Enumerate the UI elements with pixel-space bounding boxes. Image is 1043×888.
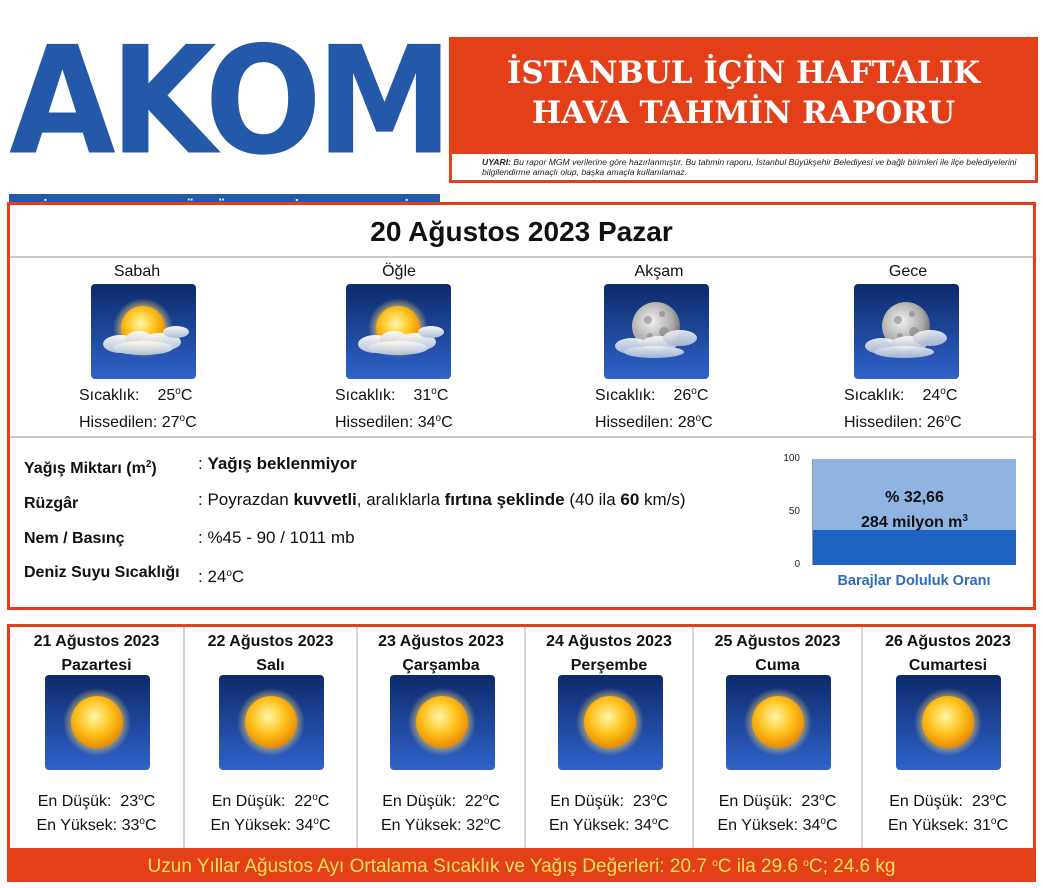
feels-label: Hissedilen: bbox=[79, 414, 158, 431]
forecast-weekday: Cuma bbox=[755, 657, 800, 674]
min-temp-row: En Düşük: 23$^o$C bbox=[550, 792, 668, 810]
temp-label: Sıcaklık: bbox=[335, 387, 396, 404]
forecast-day bbox=[863, 627, 1033, 851]
temp-value: 31 bbox=[413, 387, 432, 404]
temp-value: 26 bbox=[673, 387, 692, 404]
forecast-weekday: Cumartesi bbox=[908, 657, 988, 674]
dam-tick-100: 100 bbox=[783, 453, 800, 464]
dam-caption: Barajlar Doluluk Oranı bbox=[837, 573, 991, 589]
warning-text: Bu rapor MGM verilerine göre hazırlanmıştır. Bu tahmin raporu, İstanbul Büyükşehir Belediyesi ve bağlı birimleri ile ilçe belediyelerini bilgilendirme amaçlı olup, başka amaçla kullanılamaz. bbox=[482, 157, 1017, 177]
min-temp-row: En Düşük: 22$^o$C bbox=[211, 792, 330, 810]
akom-logo bbox=[9, 14, 448, 189]
sun-cloud-icon bbox=[91, 284, 196, 379]
sun-icon bbox=[558, 675, 663, 770]
min-value: 23 bbox=[971, 793, 990, 810]
today-panel bbox=[7, 202, 1036, 610]
max-temp-row: En Yüksek: 31$^o$C bbox=[887, 816, 1008, 834]
temp-label: Sıcaklık: bbox=[79, 387, 140, 404]
warning-note bbox=[452, 154, 1035, 180]
feels-value: 27 bbox=[161, 414, 180, 431]
period-gece: Gece Sıcaklık: 24$^o$C Hissedilen: 26$^o$C bbox=[788, 260, 1028, 438]
forecast-date: 26 Ağustos 2023 bbox=[885, 633, 1011, 650]
max-temp-row: En Yüksek: 34$^o$C bbox=[548, 816, 669, 834]
period-sabah: Sabah Sıcaklık: 25$^o$C Hissedilen: 27$^o$C bbox=[17, 260, 257, 438]
forecast-date: 25 Ağustos 2023 bbox=[714, 633, 841, 650]
min-temp-row: En Düşük: 23$^o$C bbox=[889, 792, 1007, 810]
forecast-day bbox=[694, 627, 863, 851]
max-temp-row: En Yüksek: 32$^o$C bbox=[380, 816, 501, 834]
max-label: En Yüksek: bbox=[36, 817, 118, 834]
min-label: En Düşük: bbox=[37, 793, 112, 810]
min-label: En Düşük: bbox=[550, 793, 624, 810]
forecast-date: 24 Ağustos 2023 bbox=[546, 633, 672, 650]
dam-tick-0: 0 bbox=[794, 559, 800, 570]
dam-tick-50: 50 bbox=[788, 506, 800, 517]
long-term-average-banner: Uzun Yıllar Ağustos Ayı Ortalama Sıcaklık ve Yağış Değerleri: 20.7 $^o$C ila 29.6 $^o$C; 24.6 kg bbox=[7, 848, 1036, 882]
moon-cloud-icon bbox=[854, 284, 959, 379]
max-label: En Yüksek: bbox=[380, 817, 462, 834]
forecast-date: 21 Ağustos 2023 bbox=[33, 633, 160, 650]
feels-label: Hissedilen: bbox=[595, 414, 674, 431]
feels-value: 28 bbox=[677, 414, 696, 431]
sun-icon bbox=[219, 675, 324, 770]
warning-label: UYARI: bbox=[482, 157, 511, 167]
logo-wordmark: AKOM bbox=[9, 14, 448, 189]
min-temp-row: En Düşük: 23$^o$C bbox=[37, 792, 156, 810]
sun-icon bbox=[45, 675, 150, 770]
forecast-date: 23 Ağustos 2023 bbox=[378, 633, 504, 650]
min-value: 23 bbox=[632, 793, 651, 810]
max-value: 33 bbox=[121, 817, 140, 834]
forecast-weekday: Pazartesi bbox=[61, 657, 132, 674]
report-title-box bbox=[449, 37, 1038, 183]
max-label: En Yüksek: bbox=[717, 817, 799, 834]
max-temp-row: En Yüksek: 34$^o$C bbox=[717, 816, 838, 834]
humidity-value: : %45 - 90 / 1011 mb bbox=[198, 528, 355, 547]
dam-volume: 284 milyon $m^3$ bbox=[861, 513, 968, 531]
feels-value: 34 bbox=[417, 414, 436, 431]
period-ogle: Öğle Sıcaklık: 31$^o$C Hissedilen: 34$^o$C bbox=[279, 260, 519, 438]
rain-value: : Yağış beklenmiyor bbox=[198, 454, 357, 473]
forecast-day bbox=[185, 627, 358, 851]
report-title-line2: HAVA TAHMİN RAPORU bbox=[531, 95, 956, 131]
forecast-day bbox=[358, 627, 526, 851]
wind-value: : Poyrazdan kuvvetli, aralıklarla fırtına şeklinde (40 ila 60 km/s) bbox=[198, 490, 686, 509]
min-value: 23 bbox=[120, 793, 139, 810]
rain-label: Yağış Miktarı $(m^2)$ bbox=[24, 459, 157, 477]
temp-value: 25 bbox=[157, 387, 176, 404]
forecast-weekday: Salı bbox=[256, 657, 285, 674]
sun-cloud-icon bbox=[346, 284, 451, 379]
max-value: 34 bbox=[802, 817, 821, 834]
sun-icon bbox=[726, 675, 831, 770]
max-value: 34 bbox=[295, 817, 314, 834]
min-value: 22 bbox=[464, 793, 483, 810]
weekly-forecast bbox=[7, 624, 1036, 854]
min-value: 23 bbox=[801, 793, 820, 810]
forecast-day bbox=[526, 627, 694, 851]
forecast-weekday: Çarşamba bbox=[402, 657, 480, 674]
period-aksam: Akşam Sıcaklık: 26$^o$C Hissedilen: 28$^o$C bbox=[539, 260, 779, 438]
sea-temp-value: : 24$^o$C bbox=[198, 567, 245, 586]
max-value: 34 bbox=[634, 817, 652, 834]
dam-plot bbox=[812, 459, 1016, 565]
wind-label: Rüzgâr bbox=[24, 495, 79, 512]
moon-cloud-icon bbox=[604, 284, 709, 379]
forecast-day bbox=[10, 627, 185, 851]
day-periods bbox=[10, 260, 1033, 438]
dam-fill-bar bbox=[813, 530, 1016, 565]
period-label: Sabah bbox=[113, 263, 161, 280]
dam-percent: % 32,66 bbox=[885, 489, 944, 506]
today-date: 20 Ağustos 2023 Pazar bbox=[10, 205, 1033, 258]
forecast-date: 22 Ağustos 2023 bbox=[207, 633, 334, 650]
min-label: En Düşük: bbox=[211, 793, 286, 810]
max-label: En Yüksek: bbox=[887, 817, 969, 834]
dam-fill-chart bbox=[770, 450, 1020, 600]
temp-label: Sıcaklık: bbox=[595, 387, 656, 404]
min-label: En Düşük: bbox=[718, 793, 793, 810]
sun-icon bbox=[896, 675, 1001, 770]
min-label: En Düşük: bbox=[889, 793, 963, 810]
max-temp-row: En Yüksek: 34$^o$C bbox=[210, 816, 331, 834]
max-value: 31 bbox=[973, 817, 991, 834]
temp-label: Sıcaklık: bbox=[844, 387, 905, 404]
feels-value: 26 bbox=[926, 414, 945, 431]
max-temp-row: En Yüksek: 33$^o$C bbox=[36, 816, 157, 834]
humidity-label: Nem / Basınç bbox=[24, 530, 125, 547]
report-title-line1: İSTANBUL İÇİN HAFTALIK bbox=[506, 55, 981, 91]
feels-label: Hissedilen: bbox=[844, 414, 923, 431]
min-temp-row: En Düşük: 22$^o$C bbox=[382, 792, 500, 810]
feels-label: Hissedilen: bbox=[335, 414, 414, 431]
sea-temp-label: Deniz Suyu Sıcaklığı bbox=[24, 564, 180, 581]
min-label: En Düşük: bbox=[382, 793, 456, 810]
max-value: 32 bbox=[466, 817, 484, 834]
forecast-weekday: Perşembe bbox=[570, 657, 648, 674]
period-label: Gece bbox=[888, 263, 928, 280]
temp-value: 24 bbox=[922, 387, 941, 404]
period-label: Akşam bbox=[634, 263, 684, 280]
min-temp-row: En Düşük: 23$^o$C bbox=[718, 792, 837, 810]
period-label: Öğle bbox=[382, 263, 416, 280]
min-value: 22 bbox=[294, 793, 313, 810]
max-label: En Yüksek: bbox=[548, 817, 630, 834]
sun-icon bbox=[390, 675, 495, 770]
report-title bbox=[452, 53, 1035, 133]
max-label: En Yüksek: bbox=[210, 817, 292, 834]
